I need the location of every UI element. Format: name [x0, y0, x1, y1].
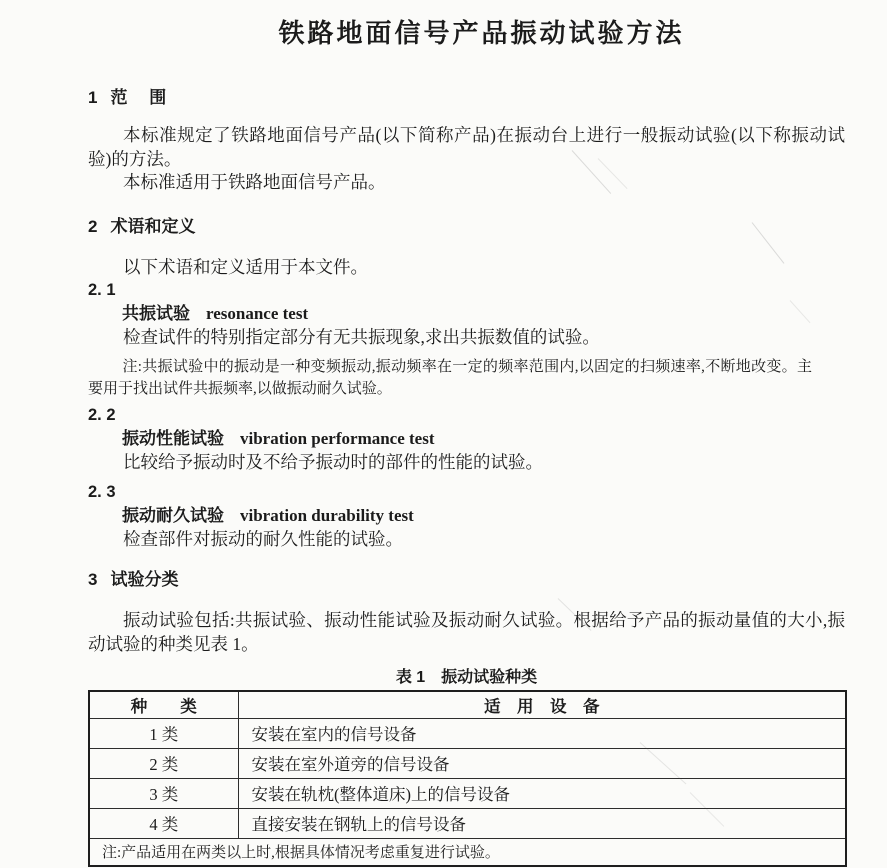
table-row: [89, 718, 846, 748]
cell-equipment-4: 直接安装在钢轨上的信号设备: [238, 808, 846, 838]
term-2-1-definition: 检查试件的特别指定部分有无共振现象,求出共振数值的试验。: [123, 326, 600, 347]
table-row: [89, 748, 846, 778]
table-note-row: [89, 838, 846, 866]
section-1-title: 范 围: [110, 88, 167, 107]
table-note: 注:产品适用在两类以上时,根据具体情况考虑重复进行试验。: [89, 838, 846, 866]
term-2-2-definition: 比较给予振动时及不给予振动时的部件的性能的试验。: [123, 451, 543, 472]
section-3-heading: [88, 571, 845, 589]
term-2-2-number: 2. 2: [88, 406, 116, 424]
term-2-3-heading: [88, 504, 845, 528]
cell-equipment-3: 安装在轨枕(整体道床)上的信号设备: [238, 778, 846, 808]
section-3-number: 3: [88, 570, 98, 589]
table-1-caption: 表 1 振动试验种类: [395, 669, 538, 686]
section-1-number: 1: [88, 88, 98, 107]
term-2-3-definition: 检查部件对振动的耐久性能的试验。: [123, 528, 403, 549]
section-3-paragraph-1: 振动试验包括:共振试验、振动性能试验及振动耐久试验。根据给予产品的振动量值的大小,振动试验的种类见表 1。: [88, 610, 845, 654]
cell-type-2: 2 类: [89, 748, 238, 778]
vibration-test-types-table: [88, 690, 847, 867]
term-2-1-number: 2. 1: [88, 281, 116, 299]
term-2-2-name-en: vibration performance test: [240, 429, 435, 448]
document-title: 铁路地面信号产品振动试验方法: [278, 18, 685, 48]
section-1-paragraph-2: 本标准适用于铁路地面信号产品。: [123, 172, 386, 192]
term-2-3-name-en: vibration durability test: [240, 506, 414, 525]
term-2-1-name-zh: 共振试验: [122, 304, 190, 323]
cell-type-4: 4 类: [89, 808, 238, 838]
section-1-heading: [88, 89, 845, 107]
section-2-intro: 以下术语和定义适用于本文件。: [123, 256, 368, 277]
term-2-3-number: 2. 3: [88, 483, 116, 501]
table-row: [89, 808, 846, 838]
column-header-type: 种 类: [89, 691, 238, 718]
cell-type-3: 3 类: [89, 778, 238, 808]
cell-equipment-1: 安装在室内的信号设备: [238, 718, 846, 748]
column-header-equipment: 适 用 设 备: [238, 691, 846, 718]
term-2-1-heading: [88, 302, 845, 326]
section-3-title: 试验分类: [110, 570, 179, 589]
term-2-1-note: 注:共振试验中的振动是一种变频振动,振动频率在一定的频率范围内,以固定的扫频速率,不断地改变。主要用于找出试件共振频率,以做振动耐久试验。: [88, 359, 812, 397]
table-row: [89, 778, 846, 808]
term-2-2-name-zh: 振动性能试验: [122, 429, 224, 448]
section-2-title: 术语和定义: [110, 216, 196, 236]
section-2-heading: [88, 218, 845, 236]
table-header-row: [89, 691, 846, 718]
term-2-2-heading: [88, 427, 845, 451]
section-1-paragraph-1: 本标准规定了铁路地面信号产品(以下简称产品)在振动台上进行一般振动试验(以下称振动试验)的方法。: [88, 125, 845, 169]
term-2-3-name-zh: 振动耐久试验: [122, 506, 224, 525]
cell-type-1: 1 类: [89, 718, 238, 748]
cell-equipment-2: 安装在室外道旁的信号设备: [238, 748, 846, 778]
term-2-1-name-en: resonance test: [206, 304, 309, 323]
section-2-number: 2: [88, 216, 98, 236]
